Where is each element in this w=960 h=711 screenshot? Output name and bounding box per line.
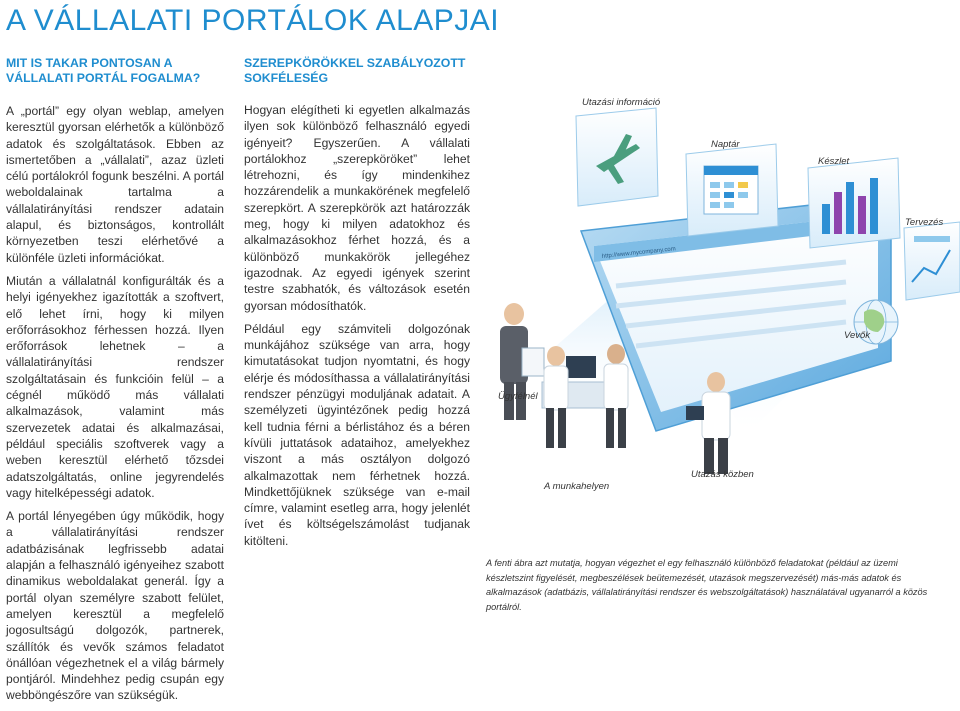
paragraph: A portál lényegében úgy működik, hogy a vállalatirányítási rendszer adatbázisának legfrissebb adatai alapján a felhasználó igényeihez szabott dinamikus weboldalakat generál. Így a portál olyan személyre szabott felület, amelyen keresztül a megfelelő jogosultságú dolgozók, partnerek, szállítók és vevők számos feladatot önállóan végezhetnek el a világ bármely pontjáról. Mindehhez pedig csupán egy webböngészőre van szükségük. — [6, 509, 224, 703]
planning-panel — [904, 222, 960, 300]
label-travel-info: Utazási információ — [582, 97, 661, 108]
portal-illustration — [486, 86, 960, 546]
section-heading-roles: SZEREPKÖRÖKKEL SZABÁLYOZOTT SOKFÉLESÉG — [244, 56, 466, 85]
label-client: Ügyfélnél — [498, 391, 538, 402]
paragraph: Miután a vállalatnál konfigurálták és a helyi igényekhez igazították a szoftvert, elő lehet írni, hogy ki milyen erőforrásokhoz férhessen hozzá. Ilyen erőforrások lehetnek – a vállalatirányítási rendszer szolgáltatásain és funkcióin felül – a cégnél működő más vállalati alkalmazások, valamint más szervezetek adatai és alkalmazásai, például speciális szoftverek vagy a weben keresztül elérhető tőzsdei adatszolgáltatás, online jegyrendelés vagy hitelképességi adatok. — [6, 273, 224, 500]
figure-caption: A fenti ábra azt mutatja, hogyan végezhet el egy felhasználó különböző feladatokat (például az üzemi készletszint figyelését, megbeszélések beütemezését, utazások megszervezését) más-más adatok és alkalmazások (adatbázis, vállalatirányítási rendszer és webszolgáltatások) használatával ugyanarról a közös portálról. — [486, 558, 928, 612]
url-text: http://www.mycompany.com — [601, 246, 677, 260]
stock-panel — [808, 158, 900, 248]
calendar-icon — [704, 166, 758, 214]
travel-info-panel — [576, 108, 658, 206]
label-traveling: Utazás közben — [691, 469, 754, 480]
paragraph: A „portál” egy olyan weblap, amelyen keresztül gyorsan elérhetők a különböző adatok és szolgáltatások. Ebben az ismertetőben a „vállalati”, azaz üzleti célú portálokról fogunk beszélni. A portál weboldalainak tartalma a vállalatirányítási rendszer adatain alapul, és biztonságos, kontrollált környezetben teszi elérhetővé a különféle üzleti információkat. — [6, 104, 224, 265]
label-customers: Vevők — [844, 330, 871, 341]
calendar-panel — [686, 144, 778, 236]
paragraph: Hogyan elégítheti ki egyetlen alkalmazás ilyen sok különböző felhasználó egyedi igényeit? Egyszerűen. A vállalati portálokhoz „szerepköröket” lehet létrehozni, és így mindenkihez hozzárendelik a munkakörének megfelelő szerepkört. A szerepkörök azt határozzák meg, hogy ki milyen adatokhoz és alkalmazásokhoz férhet hozzá, és a különböző munkakörök jellegéhez igazodnak. Az egyedi igények szerint testre szabhatók, és változások esetén gyorsan módosíthatók. — [244, 103, 470, 313]
person-client — [500, 303, 544, 420]
label-calendar: Naptár — [711, 139, 740, 150]
label-stock: Készlet — [818, 156, 850, 167]
column-middle — [244, 56, 470, 556]
monitor-icon — [566, 356, 596, 378]
paragraph: Például egy számviteli dolgozónak munkájához szüksége van arra, hogy kimutatásokat tudjon nyomtatni, és hogy elérje és módosíthassa a vállalatirányítási rendszer pénzügyi moduljának adatait. A személyzeti ügyintézőnek pedig hozzá kell tudnia férni a bérlistához és a béren kívüli juttatások adataihoz, amelyekhez viszont a más osztályon dolgozó alkalmazottak nem férhetnek hozzá. Mindkettőjüknek szüksége van e-mail címre, valamint esetleg arra, hogy jelenlét ívet és költségelszámolást tudjanak kitölteni. — [244, 321, 470, 548]
label-at-work: A munkahelyen — [544, 481, 610, 492]
label-planning: Tervezés — [905, 217, 944, 228]
laptop-icon — [686, 406, 704, 420]
page-title: A VÁLLALATI PORTÁLOK ALAPJAI — [6, 4, 500, 37]
people-workplace — [542, 344, 628, 448]
section-heading-portal: MIT IS TAKAR PONTOSAN A VÁLLALATI PORTÁL FOGALMA? — [6, 56, 201, 85]
column-left — [6, 56, 224, 711]
tablet-icon — [522, 348, 544, 376]
